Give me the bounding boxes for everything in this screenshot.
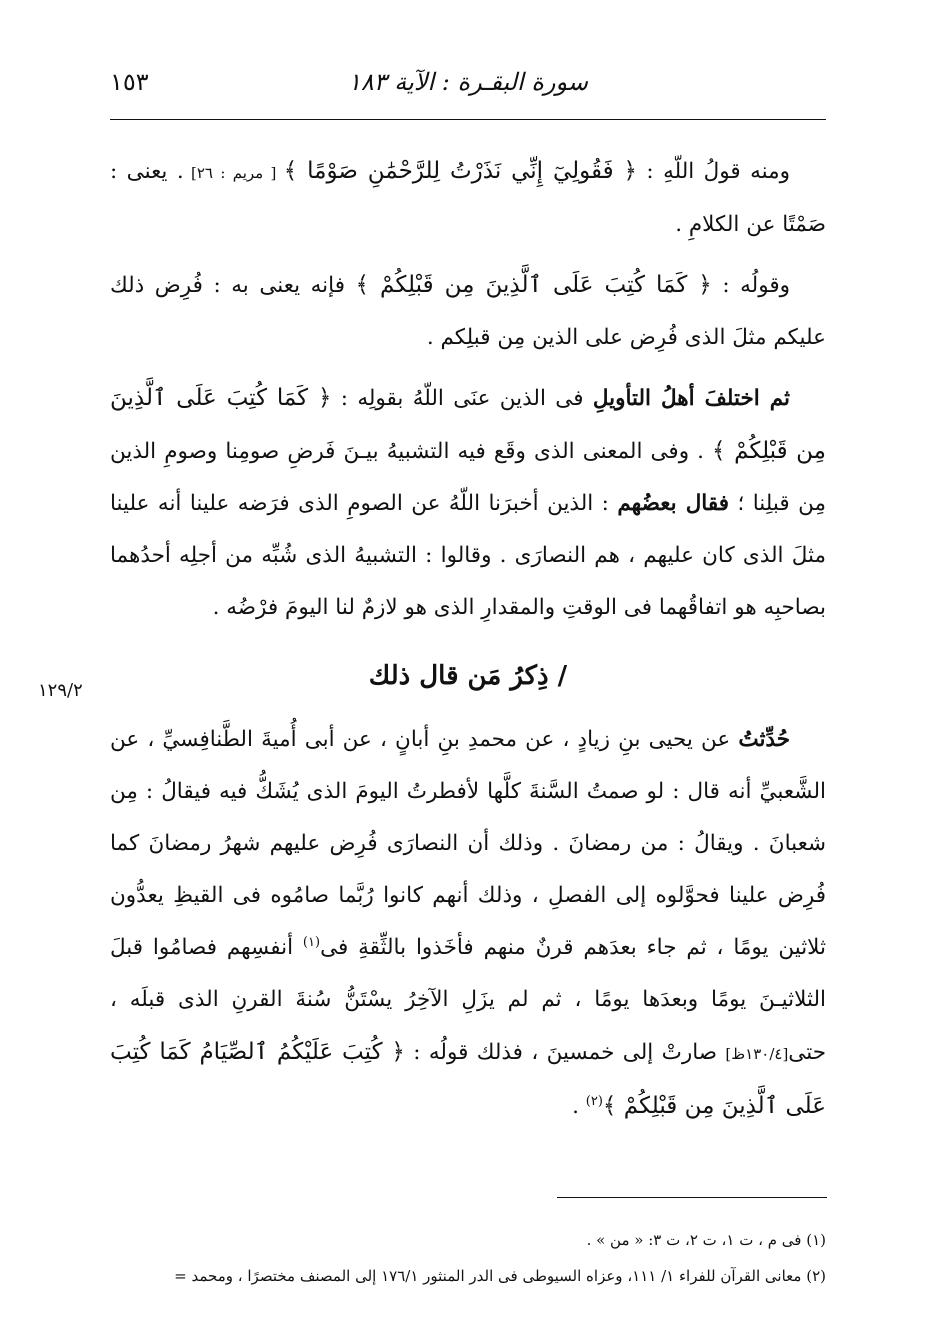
- running-title: سورة البقـرة : الآية ١٨٣: [347, 68, 589, 96]
- paragraph-2: [110, 259, 826, 364]
- page-number: ١٥٣: [110, 68, 149, 96]
- bold-phrase: ثم اختلفَ أهلُ التأويلِ: [592, 386, 790, 411]
- text-segment: ومنه قولُ اللّهِ :: [637, 159, 790, 184]
- footnote-2: (٢) معانى القرآن للفراء ١/ ١١١، وعزاه السيوطى فى الدر المنثور ١٧٦/١ إلى المصنف مختصرًا ، ومحمد =: [174, 1267, 826, 1285]
- text-segment: عن يحيى بنِ زيادٍ ، عن محمدِ بنِ أبانٍ ، عن أبى أُميةَ الطَّنافِسيِّ ، عن الشَّعبيِّ أنه قال : لو صمتُ السَّنةَ كلَّها لأفطرتُ اليومَ الذى يُشَكُّ فيه فيقالُ : مِن شعبانَ . ويقالُ : من رمضانَ . وذلك أن النصارَى فُرِض عليهم شهرُ رمضانَ كما فُرِض علينا فحوَّلوه إلى الفصلِ ، وذلك أنهم كانوا رُبَّما صامُوه فى القيظِ يعدُّون ثلاثين يومًا ، ثم جاء بعدَهم قرنٌ منهم فأخَذوا بالثِّقةِ فى: [110, 727, 826, 960]
- footnote-1: (١) فى م ، ت ١، ت ٢، ت ٣: « من » .: [586, 1231, 826, 1249]
- narration-paragraph: [110, 714, 826, 1133]
- page-header: [110, 60, 826, 120]
- text-segment: فإنه يعنى به : فُرِض ذلك عليكم مثلَ الذى فُرِض على الذين مِن قبلِكم .: [110, 273, 826, 350]
- verse-reference: [ مريم : ٢٦]: [183, 164, 284, 182]
- paragraph-3: [110, 372, 826, 634]
- text-segment: فى الذين عنَى اللّهُ بقولِه :: [331, 386, 593, 411]
- bold-phrase: فقال بعضُهم: [617, 491, 730, 516]
- text-segment: وقولُه :: [711, 273, 790, 298]
- header-rule: [110, 119, 826, 120]
- paragraph-1: [110, 145, 826, 251]
- section-heading: / ذِكرُ مَن قال ذلك: [368, 661, 568, 691]
- text-segment: : الذين أخبرَنا اللّهُ عن الصومِ الذى فرَضه علينا أنه علينا مثلَ الذى كان عليهم ، هم النصارَى . وقالوا : التشبيهُ الذى شُبِّه من أجلِه أحدُهما بصاحبِه هو اتفاقُهما فى الوقتِ والمقدارِ الذى هو لازمٌ لنا اليومَ فرْضُه .: [110, 491, 826, 620]
- footnotes: [110, 1222, 826, 1294]
- footnote-marker-1: (١): [302, 934, 321, 950]
- margin-reference: ١٢٩/٢: [38, 680, 83, 701]
- text-segment: أنفسِهم فصامُوا قبلَ الثلاثيـنَ يومًا وبعدَها يومًا ، ثم لم يزَلِ الآخِرُ يسْتَنُّ سُنةَ القرنِ الذى قبلَه ، حتى: [110, 935, 826, 1065]
- quran-quote: ﴿ كَمَا كُتِبَ عَلَى ٱلَّذِينَ مِن قَبْلِكُمْ ﴾: [355, 272, 712, 298]
- footnote-marker-2: (٢): [585, 1093, 603, 1109]
- quran-quote: ﴿ كَمَا كُتِبَ عَلَى ٱلَّذِينَ مِن قَبْلِكُمْ ﴾: [110, 385, 826, 464]
- bold-phrase: حُدِّثتُ: [738, 727, 790, 752]
- quran-quote: ﴿ فَقُولِيٓ إِنِّي نَذَرْتُ لِلرَّحْمَٰنِ صَوْمًا ﴾: [283, 158, 638, 184]
- text-segment: . يعنى : صَمْتًا عن الكلامِ .: [110, 159, 826, 237]
- quran-quote: ﴿ كُتِبَ عَلَيْكُمُ ٱلصِّيَامُ كَمَا كُتِبَ عَلَى ٱلَّذِينَ مِن قَبْلِكُمْ ﴾: [110, 1039, 826, 1119]
- manuscript-reference: [١٣٠/٤ظ]: [725, 1045, 789, 1063]
- text-segment: .: [572, 1094, 586, 1119]
- main-text: [110, 145, 826, 1141]
- footnote-rule: [557, 1197, 827, 1198]
- text-segment: صارتْ إلى خمسينَ ، فذلك قولُه :: [404, 1040, 726, 1065]
- text-segment: . وفى المعنى الذى وقَع فيه التشبيهُ بيـنَ فَرضِ صومِنا وصومِ الذين مِن قبلِنا ؛: [110, 439, 826, 516]
